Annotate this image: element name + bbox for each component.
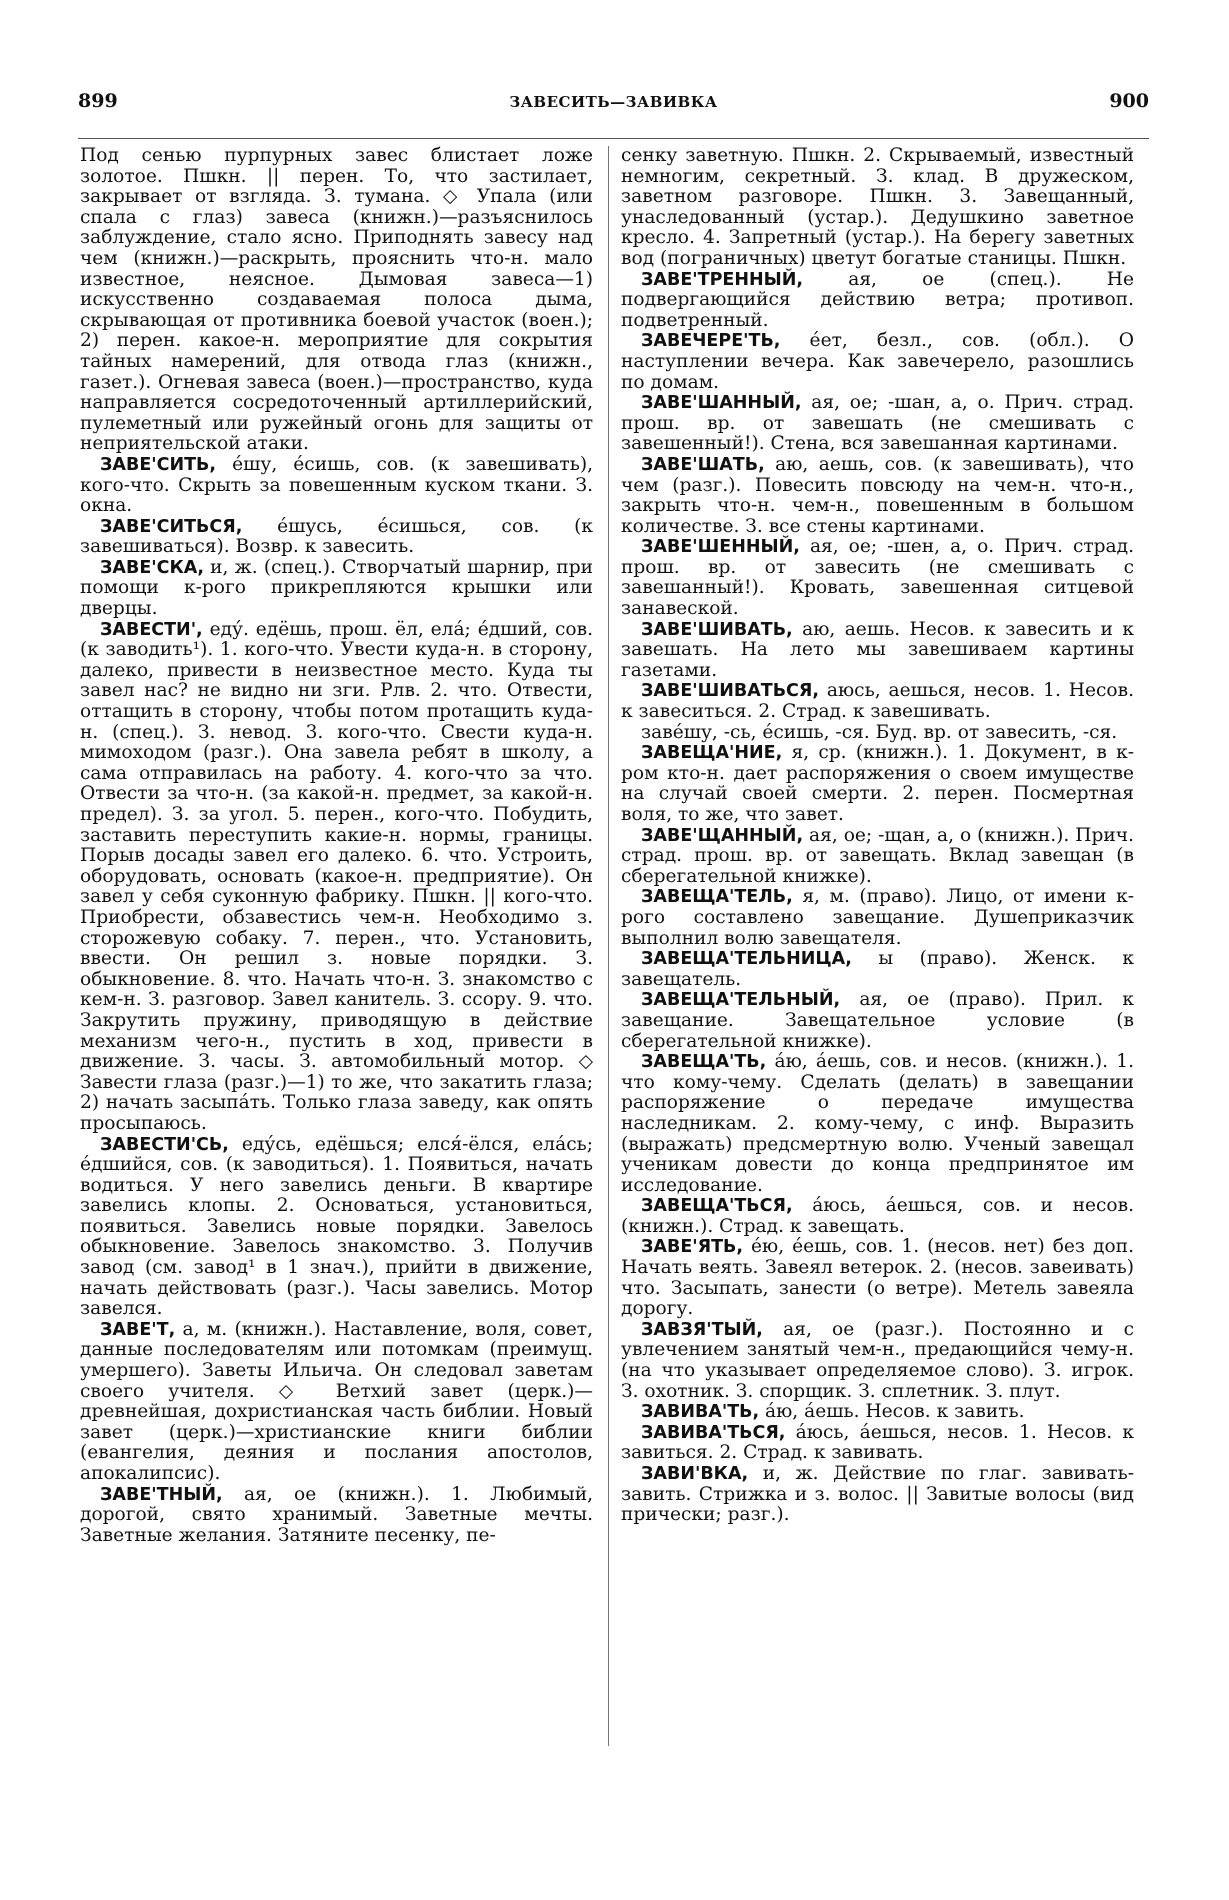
headword: ЗАВЕ'ШИВАТЬ, [641, 619, 793, 640]
headword: ЗАВЕЩА'ТЕЛЬ, [641, 887, 793, 908]
continuation-paragraph: сенку заветную. Пшкн. 2. Скрываемый, известный немногим, секретный. З. клад. В дружеском, заветном разговоре. Пшкн. 3. Завещанный, унаследованный (устар.). Дедушкино заветное кресло. 4. Запретный (устар.). На берегу заветных вод (пограничных) цветут богатые станицы. Пшкн. [621, 146, 1134, 269]
entry-zaveshchanie: ЗАВЕЩА'НИЕ, я, ср. (книжн.). 1. Документ, в к-ром кто-н. дает распоряжения о своем имуществе на случай своей смерти. 2. перен. Посмертная воля, то же, что завет. [621, 742, 1134, 825]
entry-zavet: ЗАВЕ'Т, а, м. (книжн.). Наставление, воля, совет, данные последователям или потомкам (преимущ. умершего). Заветы Ильича. Он следовал заветам своего учителя. ◇ Ветхий завет (церк.)—древнейшая, дохристианская часть библии. Новый завет (церк.)—христианские книги библии (евангелия, деяния и послания апостолов, апокалипсис). [80, 1318, 593, 1484]
entry-zaveshchanny: ЗАВЕ'ЩАННЫЙ, ая, ое; -щан, а, о (книжн.). Прич. страд. прош. вр. от завещать. Вклад завещан (в сберегательной книжке). [621, 824, 1134, 887]
headword: ЗАВЕ'ШАННЫЙ, [641, 393, 802, 414]
headword: ЗАВЕЩА'ТЕЛЬНЫЙ, [641, 990, 841, 1011]
entry-zaveyat: ЗАВЕ'ЯТЬ, е́ю, е́ешь, сов. 1. (несов. нет) без доп. Начать веять. Завеял ветерок. 2. (несов. завеивать) что. Засыпать, занести (о ветре). Метель завеяла дорогу. [621, 1236, 1134, 1320]
entry-zavivat: ЗАВИВА'ТЬ, а́ю, а́ешь. Несов. к завить. [641, 1401, 1025, 1423]
headword: ЗАВЕ'ТНЫЙ, [100, 1484, 223, 1505]
headword: ЗАВЕСТИ', [100, 619, 203, 640]
column-divider [608, 146, 609, 1746]
entry-zavivatsya: ЗАВИВА'ТЬСЯ, а́юсь, а́ешься, несов. 1. Несов. к завиться. 2. Страд. к завивать. [621, 1421, 1134, 1464]
entry-zavecheret: ЗАВЕЧЕРЕ'ТЬ, е́ет, безл., сов. (обл.). О наступлении вечера. Как завечерело, разошлись по домам. [621, 330, 1134, 393]
running-title: ЗАВЕСИТЬ—ЗАВИВКА [509, 93, 718, 111]
headword: ЗАВИ'ВКА, [641, 1464, 749, 1484]
entry-zaveshchatelny: ЗАВЕЩА'ТЕЛЬНЫЙ, ая, ое (право). Прил. к завещание. Завещательное условие (в сберегательной книжке). [621, 989, 1134, 1052]
headword: ЗАВЕ'ЯТЬ, [641, 1237, 744, 1258]
entry-zavesti: ЗАВЕСТИ', еду́. едёшь, прош. ёл, ела́; е́дший, сов. (к заводить¹). 1. кого-что. Увести куда-н. в сторону, далеко, привести в неизвестное место. Куда ты завел нас? не видно ни зги. Рлв. 2. что. Отвести, оттащить в сторону, чтобы потом протащить куда-н. (спец.). З. невод. 3. кого-что. Свести куда-н. мимоходом (разг.). Она завела ребят в школу, а сама отправилась на работу. 4. кого-что за что. Отвести за что-н. (за какой-н. предмет, за какой-н. предел). З. за угол. 5. перен., кого-что. Побудить, заставить переступить какие-н. нормы, границы. Порыв досады завел его далеко. 6. что. Устроить, оборудовать, основать (какое-н. предприятие). Он завел у себя суконную фабрику. Пшкн. || кого-что. Приобрести, обзавестись чем-н. Необходимо з. сторожевую собаку. 7. перен., что. Установить, ввести. Он решил з. новые порядки. З. обыкновение. 8. что. Начать что-н. З. знакомство с кем-н. З. разговор. Завел канитель. З. ссору. 9. что. Закрутить пружину, приводящую в действие механизм чего-н., пустить в ход, привести в движение. З. часы. З. автомобильный мотор. ◇ Завести глаза (разг.)—1) то же, что закатить глаза; 2) начать засыпа́ть. Только глаза заведу, как опять просыпаюсь. [80, 618, 593, 1134]
headword: ЗАВЕЩА'ТЬ, [641, 1052, 767, 1073]
right-column [621, 146, 1134, 1891]
entry-zavesit: ЗАВЕ'СИТЬ, е́шу, е́сишь, сов. (к завешивать), кого-что. Скрыть за повешенным куском ткани. З. окна. [80, 453, 593, 517]
headword: ЗАВЕ'ШЕННЫЙ, [641, 537, 800, 558]
entry-zavivka: ЗАВИ'ВКА, и, ж. Действие по глаг. завивать-завить. Стрижка и з. волос. || Завитые волосы (вид прически; разг.). [621, 1463, 1134, 1526]
left-column [80, 146, 593, 1891]
page-header [78, 90, 1149, 124]
entry-zaveshivatsya: ЗАВЕ'ШИВАТЬСЯ, аюсь, аешься, несов. 1. Несов. к завеситься. 2. Страд. к завешивать. [621, 680, 1134, 723]
entry-zaveska: ЗАВЕ'СКА, и, ж. (спец.). Створчатый шарнир, при помощи к-рого прикрепляются крышки или дверцы. [80, 556, 593, 620]
headword: ЗАВЕ'ТРЕННЫЙ, [641, 269, 804, 290]
entry-zaveshchat: ЗАВЕЩА'ТЬ, а́ю, а́ешь, сов. и несов. (книжн.). 1. что кому-чему. Сделать (делать) в завещании распоряжение о передаче имущества наследникам. 2. кому-чему, с инф. Выразить (выражать) предсмертную волю. Ученый завещал ученикам довести до конца предпринятое им исследование. [621, 1051, 1134, 1196]
entry-zavzyaty: ЗАВЗЯ'ТЫЙ, ая, ое (разг.). Постоянно и с увлечением занятый чем-н., предающийся чему-н. (на что указывает определяемое слово). З. игрок. З. охотник. З. спорщик. З. сплетник. З. плут. [621, 1318, 1134, 1402]
entry-zavestis: ЗАВЕСТИ'СЬ, еду́сь, едёшься; елся́-ёлся, ела́сь; е́дшийся, сов. (к заводиться). 1. Появиться, начать водиться. У него завелись деньги. В квартире завелись клопы. 2. Основаться, установиться, появиться. Завелись новые порядки. Завелось обыкновение. Завелось знакомство. 3. Получив завод (см. завод¹ в 1 знач.), прийти в движение, начать действовать (разг.). Часы завелись. Мотор завелся. [80, 1133, 593, 1320]
entry-zaveshchatel: ЗАВЕЩА'ТЕЛЬ, я, м. (право). Лицо, от имени к-рого составлено завещание. Душеприказчик выполнил волю завещателя. [621, 886, 1134, 949]
headword: ЗАВЕ'ШИВАТЬСЯ, [641, 681, 820, 702]
headword: ЗАВЕ'СИТЬ, [100, 454, 217, 475]
headword: ЗАВЕ'СКА, [100, 557, 204, 578]
headword: ЗАВЕ'ЩАННЫЙ, [641, 825, 804, 846]
headword: ЗАВЕЩА'ТЬСЯ, [641, 1196, 793, 1217]
headword: ЗАВЕ'ШАТЬ, [641, 454, 765, 475]
entry-zaveshu: заве́шу, -сь, е́сишь, -ся. Буд. вр. от завесить, -ся. [641, 721, 1118, 743]
headword: ЗАВЕ'СИТЬСЯ, [100, 516, 243, 537]
page-number-right: 900 [1109, 90, 1149, 112]
entry-zavesitsya: ЗАВЕ'СИТЬСЯ, е́шусь, е́сишься, сов. (к завешиваться). Возвр. к завесить. [80, 515, 593, 558]
entry-zaveshivat: ЗАВЕ'ШИВАТЬ, аю, аешь. Несов. к завесить и к завешать. На лето мы завешиваем картины газетами. [621, 618, 1134, 681]
headword: ЗАВЕСТИ'СЬ, [100, 1134, 229, 1155]
entry-zaveshenny: ЗАВЕ'ШЕННЫЙ, ая, ое; -шен, а, о. Прич. страд. прош. вр. от завесить (не смешивать с завешанный!). Кровать, завешенная ситцевой занавеской. [621, 536, 1134, 620]
header-rule [78, 138, 1149, 139]
entry-zavetrenny: ЗАВЕ'ТРЕННЫЙ, ая, ое (спец.). Не подвергающийся действию ветра; противоп. подветренный. [621, 268, 1134, 331]
entry-zaveshat: ЗАВЕ'ШАТЬ, аю, аешь, сов. (к завешивать), что чем (разг.). Повесить повсюду на чем-н. что-н., закрыть что-н. чем-н., повешенным в большом количестве. З. все стены картинами. [621, 453, 1134, 537]
headword: ЗАВЕЧЕРЕ'ТЬ, [641, 331, 781, 352]
headword: ЗАВИВА'ТЬСЯ, [641, 1422, 786, 1443]
entry-zavetny: ЗАВЕ'ТНЫЙ, ая, ое (книжн.). 1. Любимый, дорогой, свято хранимый. Заветные мечты. Заветные желания. Затяните песенку, пе- [80, 1483, 593, 1546]
headword: ЗАВЕ'Т, [100, 1319, 176, 1340]
page-number-left: 899 [78, 90, 118, 112]
headword: ЗАВЕЩА'НИЕ, [641, 743, 783, 764]
entry-zaveshanny: ЗАВЕ'ШАННЫЙ, ая, ое; -шан, а, о. Прич. страд. прош. вр. от завешать (не смешивать с завешенный!). Стена, вся завешанная картинами. [621, 392, 1134, 455]
continuation-paragraph: Под сенью пурпурных завес блистает ложе золотое. Пшкн. || перен. То, что застилает, закрывает от взгляда. З. тумана. ◇ Упала (или спала с глаз) завеса (книжн.)—разъяснилось заблуждение, стало ясно. Приподнять завесу над чем (книжн.)—раскрыть, прояснить что-н. мало известное, неясное. Дымовая завеса—1) искусственно создаваемая полоса дыма, скрывающая от противника боевой участок (воен.); 2) перен. какое-н. мероприятие для сокрытия тайных намерений, для отвода глаз (книжн., газет.). Огневая завеса (воен.)—пространство, куда направляется сосредоточенный артиллерийский, пулеметный или ружейный огонь для защиты от неприятельской атаки. [80, 146, 593, 455]
headword: ЗАВЗЯ'ТЫЙ, [641, 1319, 763, 1340]
headword: ЗАВИВА'ТЬ, [641, 1402, 760, 1423]
headword: ЗАВЕЩА'ТЕЛЬНИЦА, [641, 949, 852, 970]
entry-zaveshchatsya: ЗАВЕЩА'ТЬСЯ, а́юсь, а́ешься, сов. и несов. (книжн.). Страд. к завещать. [621, 1195, 1134, 1237]
entry-zaveshchatelnitsa: ЗАВЕЩА'ТЕЛЬНИЦА, ы (право). Женск. к завещатель. [621, 948, 1134, 990]
